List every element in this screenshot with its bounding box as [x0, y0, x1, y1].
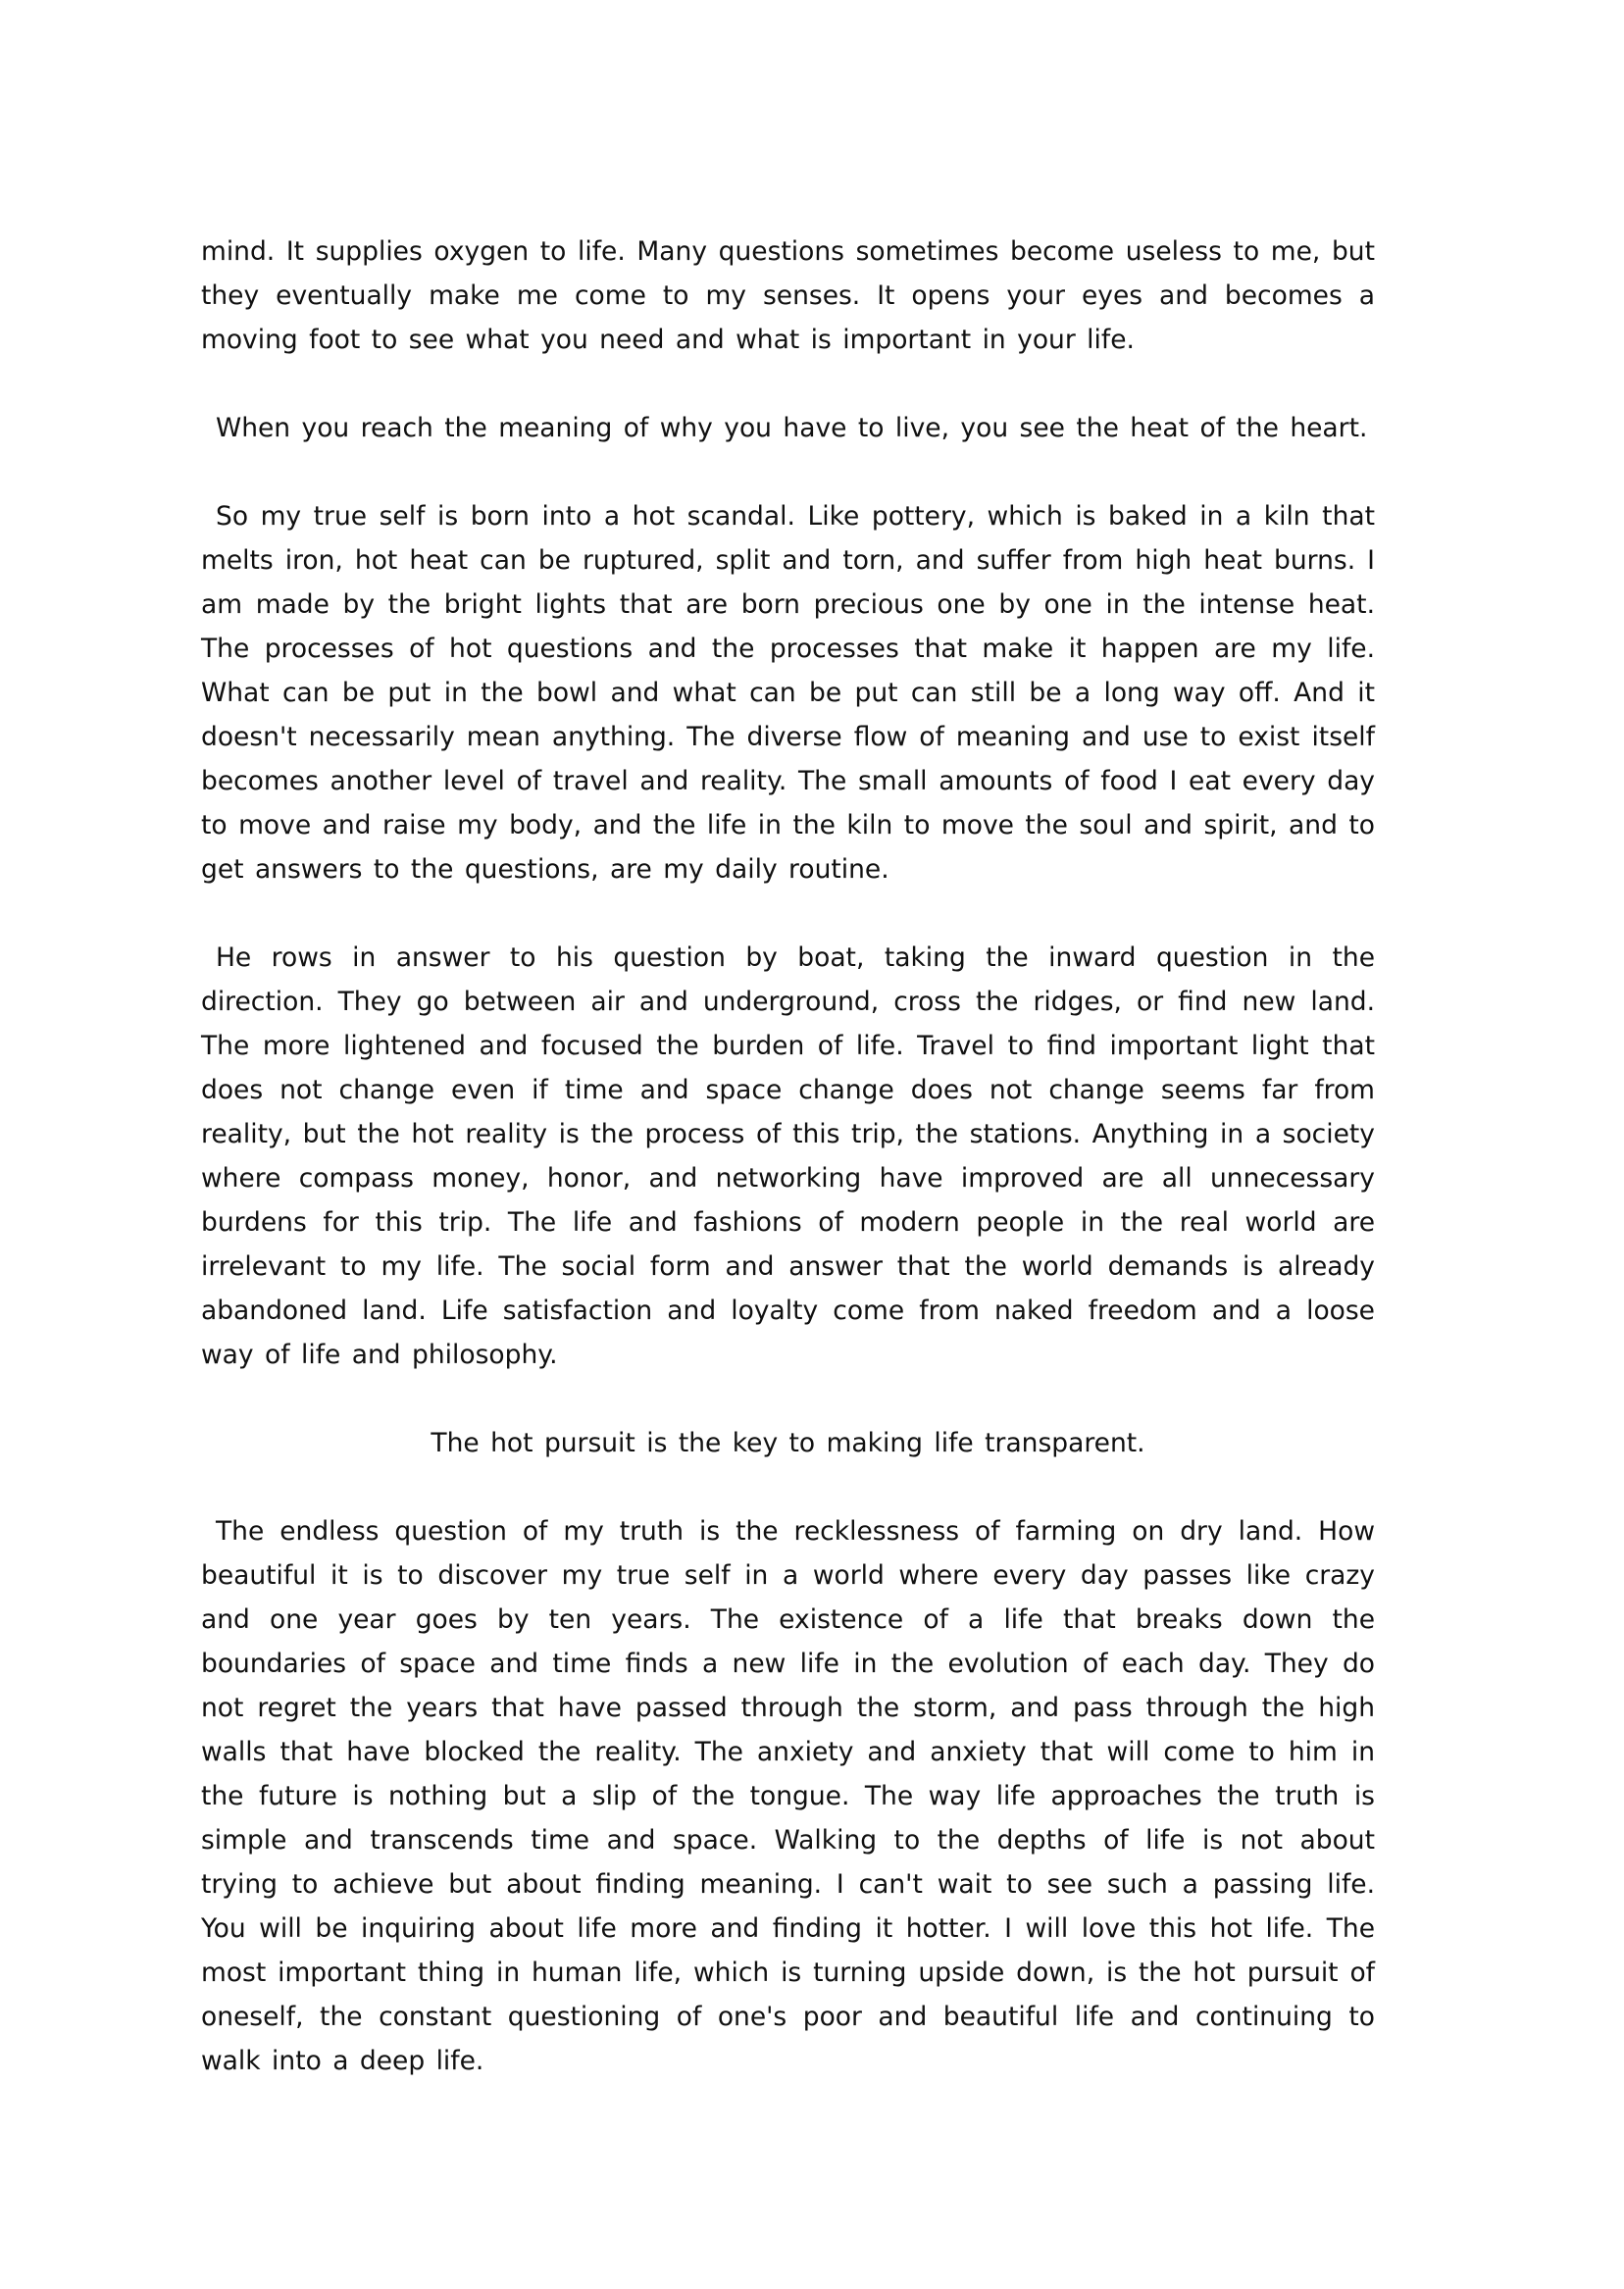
paragraph-boat-question: He rows in answer to his question by boat, taking the inward question in the direction. They go between air and underground, cross the ridges, or find new land. The more lightened and focused the burden of life. Travel to find important light that does not change even if time and space change does not change seems far from reality, but the hot reality is the process of this trip, the stations. Anything in a society where compass money, honor, and networking have improved are all unnecessary burdens for this trip. The life and fashions of modern people in the real world are irrelevant to my life. The social form and answer that the world demands is already abandoned land. Life satisfaction and loyalty come from naked freedom and a loose way of life and philosophy. [201, 942, 1375, 1370]
paragraph-heart: When you reach the meaning of why you have to live, you see the heat of the heart. [216, 413, 1368, 443]
document-body [201, 229, 1375, 2083]
paragraph-true-self: So my true self is born into a hot scandal. Like pottery, which is baked in a kiln that melts iron, hot heat can be ruptured, split and torn, and suffer from high heat burns. I am made by the bright lights that are born precious one by one in the intense heat. The processes of hot questions and the processes that make it happen are my life. What can be put in the bowl and what can be put can still be a long way off. And it doesn't necessarily mean anything. The diverse flow of meaning and use to exist itself becomes another level of travel and reality. The small amounts of food I eat every day to move and raise my body, and the life in the kiln to move the soul and spirit, and to get answers to the questions, are my daily routine. [201, 501, 1375, 885]
paragraph-endless-question: The endless question of my truth is the recklessness of farming on dry land. How beautiful it is to discover my true self in a world where every day passes like crazy and one year goes by ten years. The existence of a life that breaks down the boundaries of space and time finds a new life in the evolution of each day. They do not regret the years that have passed through the storm, and pass through the high walls that have blocked the reality. The anxiety and anxiety that will come to him in the future is nothing but a slip of the tongue. The way life approaches the truth is simple and transcends time and space. Walking to the depths of life is not about trying to achieve but about finding meaning. I can't wait to see such a passing life. You will be inquiring about life more and finding it hotter. I will love this hot life. The most important thing in human life, which is turning upside down, is the hot pursuit of oneself, the constant questioning of one's poor and beautiful life and continuing to walk into a deep life. [201, 1516, 1375, 2076]
centered-statement: The hot pursuit is the key to making life transparent. [431, 1428, 1145, 1458]
paragraph-continuation: mind. It supplies oxygen to life. Many questions sometimes become useless to me, but they eventually make me come to my senses. It opens your eyes and becomes a moving foot to see what you need and what is important in your life. [201, 236, 1375, 355]
